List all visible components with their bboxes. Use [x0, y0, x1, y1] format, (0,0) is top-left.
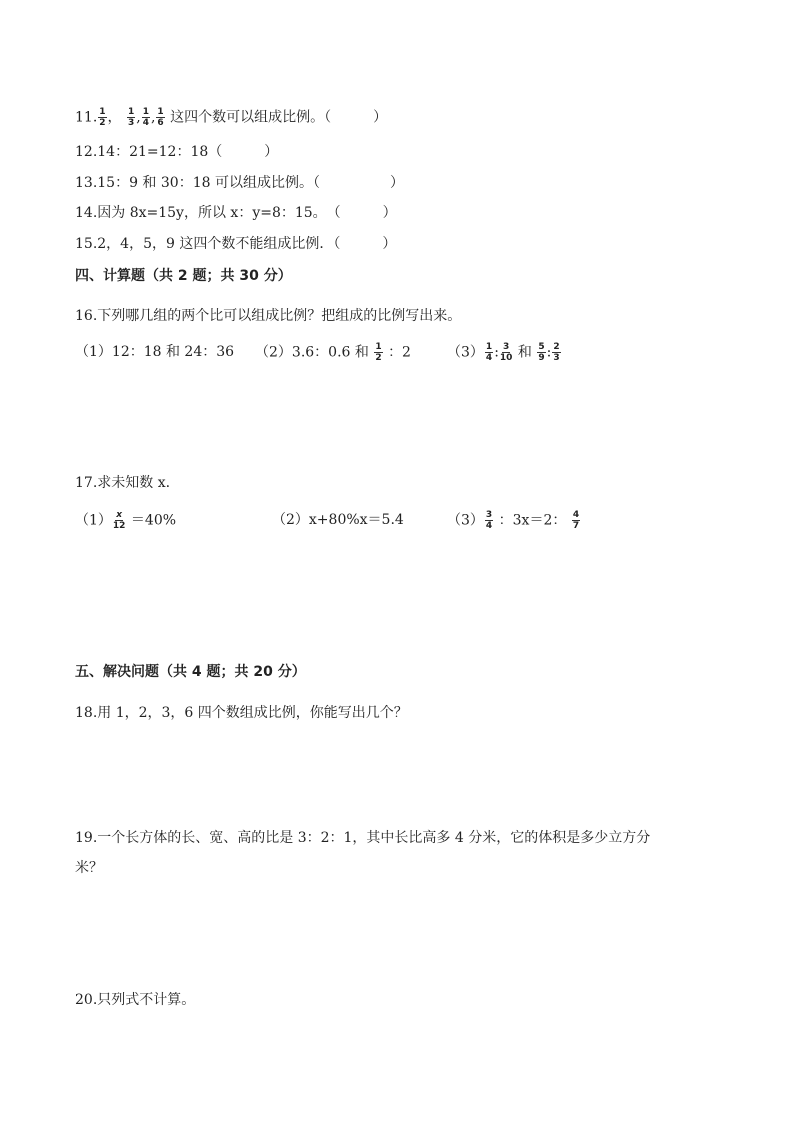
question-14: 14.因为 8x=15y，所以 x：y=8：15。 （ ） [75, 205, 397, 221]
numerator: 1 [485, 342, 493, 352]
q16-part-1: （1）12：18 和 24：36 [75, 344, 235, 360]
q16-part-2 [255, 342, 411, 363]
denominator: 7 [572, 521, 580, 531]
denominator: 10 [499, 353, 513, 363]
text: （3） [447, 344, 484, 361]
q17-part-3 [447, 510, 581, 531]
separator: ， [107, 109, 122, 126]
fraction [552, 342, 560, 363]
denominator: 4 [485, 521, 493, 531]
question-15: 15.2，4，5，9 这四个数不能组成比例．（ ） [75, 236, 397, 252]
fraction [142, 107, 150, 128]
question-17: 17.求未知数 x. [75, 475, 171, 491]
q11-text: 这四个数可以组成比例。（ ） [170, 109, 388, 126]
question-18: 18.用 1，2，3，6 四个数组成比例，你能写出几个？ [75, 705, 408, 721]
denominator: 12 [112, 521, 126, 531]
text: 和 [517, 344, 532, 361]
denominator: 9 [538, 353, 545, 363]
numerator: 1 [99, 107, 106, 117]
numerator: 1 [375, 342, 382, 352]
denominator: 2 [99, 118, 106, 128]
fraction [127, 107, 135, 128]
denominator: 6 [157, 118, 164, 128]
q17-part-1 [75, 510, 176, 531]
fraction [537, 342, 545, 363]
fraction [374, 342, 382, 363]
numerator: 2 [553, 342, 560, 352]
text: ：3x＝2： [498, 512, 567, 529]
numerator: x [116, 510, 123, 520]
section-heading-5: 五、解决问题（共 4 题；共 20 分） [75, 664, 306, 680]
fraction [500, 342, 513, 363]
numerator: 5 [538, 342, 545, 352]
question-16: 16.下列哪几组的两个比可以组成比例？把组成的比例写出来。 [75, 308, 462, 324]
text: （2）3.6：0.6 和 [255, 344, 369, 361]
fraction [485, 510, 493, 531]
question-11: 11. $\frac{1}{2}$ ， $\frac{1}{3}$ , $\frac{1}{4}$ , $\frac{1}{6}$ 这四个数可以组成比例。（ ） [75, 107, 388, 128]
question-12: 12.14：21=12：18（ ） [75, 144, 279, 160]
numerator: 1 [142, 107, 149, 117]
denominator: 4 [142, 118, 149, 128]
numerator: 1 [127, 107, 135, 117]
q16-part-3: （3） $\frac{1}{4}$ : $\frac{3}{10}$ 和 $\frac{5}{9}$ : $\frac{2}{3}$ [447, 342, 560, 363]
fraction [98, 107, 106, 128]
section-heading-4: 四、计算题（共 2 题；共 30 分） [75, 268, 292, 284]
numerator: 1 [157, 107, 164, 117]
text: ＝40% [130, 512, 177, 529]
q17-part-2: （2）x+80%x＝5.4 [272, 512, 404, 528]
denominator: 2 [375, 353, 382, 363]
question-19-cont: 米？ [75, 860, 103, 876]
q11-number: 11. [75, 109, 98, 126]
text: （3） [447, 512, 484, 529]
question-13: 13.15：9 和 30：18 可以组成比例。（ ） [75, 175, 404, 191]
text: （1） [75, 512, 112, 529]
numerator: 3 [485, 510, 493, 520]
fraction [113, 510, 126, 531]
numerator: 4 [572, 510, 580, 520]
denominator: 4 [485, 353, 493, 363]
fraction [485, 342, 493, 363]
denominator: 3 [553, 353, 560, 363]
text: ：2 [388, 344, 411, 361]
denominator: 3 [127, 118, 135, 128]
fraction [572, 510, 580, 531]
fraction [156, 107, 164, 128]
question-20: 20.只列式不计算。 [75, 992, 196, 1008]
question-19: 19.一个长方体的长、宽、高的比是 3：2：1，其中长比高多 4 分米，它的体积是多少立方分 [75, 830, 651, 846]
numerator: 3 [503, 342, 510, 352]
